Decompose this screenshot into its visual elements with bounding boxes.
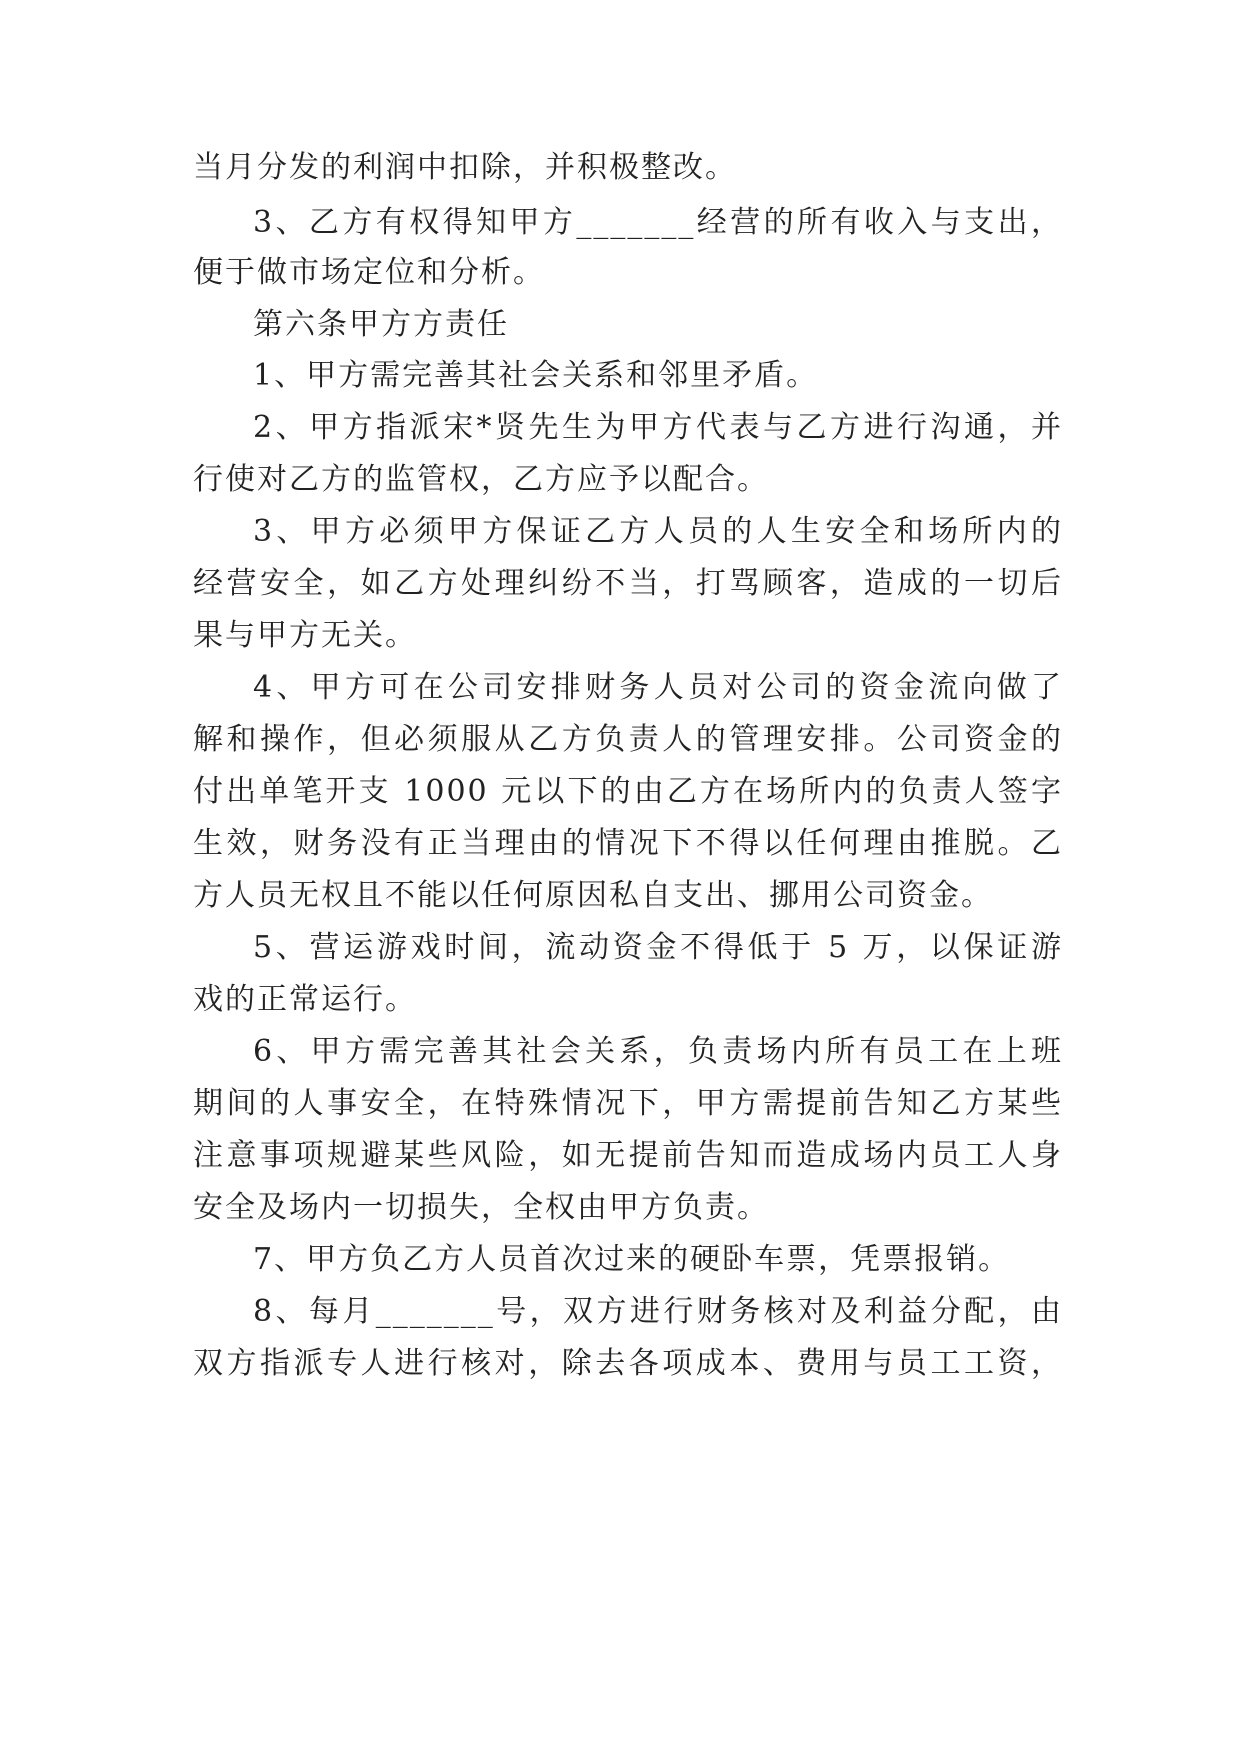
text-line: 7、甲方负乙方人员首次过来的硬卧车票，凭票报销。 bbox=[253, 1242, 1011, 1277]
text-line: 4、甲方可在公司安排财务人员对公司的资金流向做了 bbox=[253, 670, 1063, 705]
text-line: 经营安全，如乙方处理纠纷不当，打骂顾客，造成的一切后 bbox=[193, 566, 1063, 601]
text-line: 戏的正常运行。 bbox=[193, 982, 417, 1017]
text-line: 便于做市场定位和分析。 bbox=[193, 255, 545, 290]
text-line: 付出单笔开支 1000 元以下的由乙方在场所内的负责人签字 bbox=[193, 774, 1063, 809]
text-line: 5、营运游戏时间，流动资金不得低于 5 万，以保证游 bbox=[253, 930, 1063, 965]
text-line: 2、甲方指派宋*贤先生为甲方代表与乙方进行沟通，并 bbox=[253, 410, 1063, 445]
text-line: 方人员无权且不能以任何原因私自支出、挪用公司资金。 bbox=[193, 878, 993, 913]
text-line: 生效，财务没有正当理由的情况下不得以任何理由推脱。乙 bbox=[193, 826, 1063, 861]
text-line: 8、每月_______号，双方进行财务核对及利益分配，由 bbox=[253, 1294, 1063, 1329]
text-line: 3、乙方有权得知甲方_______经营的所有收入与支出， bbox=[253, 205, 1063, 240]
text-line: 安全及场内一切损失，全权由甲方负责。 bbox=[193, 1190, 769, 1225]
text-line: 果与甲方无关。 bbox=[193, 618, 417, 653]
section-heading: 第六条甲方方责任 bbox=[253, 307, 509, 342]
text-line: 行使对乙方的监管权，乙方应予以配合。 bbox=[193, 462, 769, 497]
text-line: 双方指派专人进行核对，除去各项成本、费用与员工工资， bbox=[193, 1346, 1063, 1381]
text-line: 期间的人事安全，在特殊情况下，甲方需提前告知乙方某些 bbox=[193, 1086, 1063, 1121]
text-line: 注意事项规避某些风险，如无提前告知而造成场内员工人身 bbox=[193, 1138, 1063, 1173]
text-line: 当月分发的利润中扣除，并积极整改。 bbox=[193, 150, 737, 185]
text-line: 6、甲方需完善其社会关系，负责场内所有员工在上班 bbox=[253, 1034, 1063, 1069]
text-line: 1、甲方需完善其社会关系和邻里矛盾。 bbox=[253, 358, 819, 393]
text-line: 3、甲方必须甲方保证乙方人员的人生安全和场所内的 bbox=[253, 514, 1063, 549]
text-line: 解和操作，但必须服从乙方负责人的管理安排。公司资金的 bbox=[193, 722, 1063, 757]
